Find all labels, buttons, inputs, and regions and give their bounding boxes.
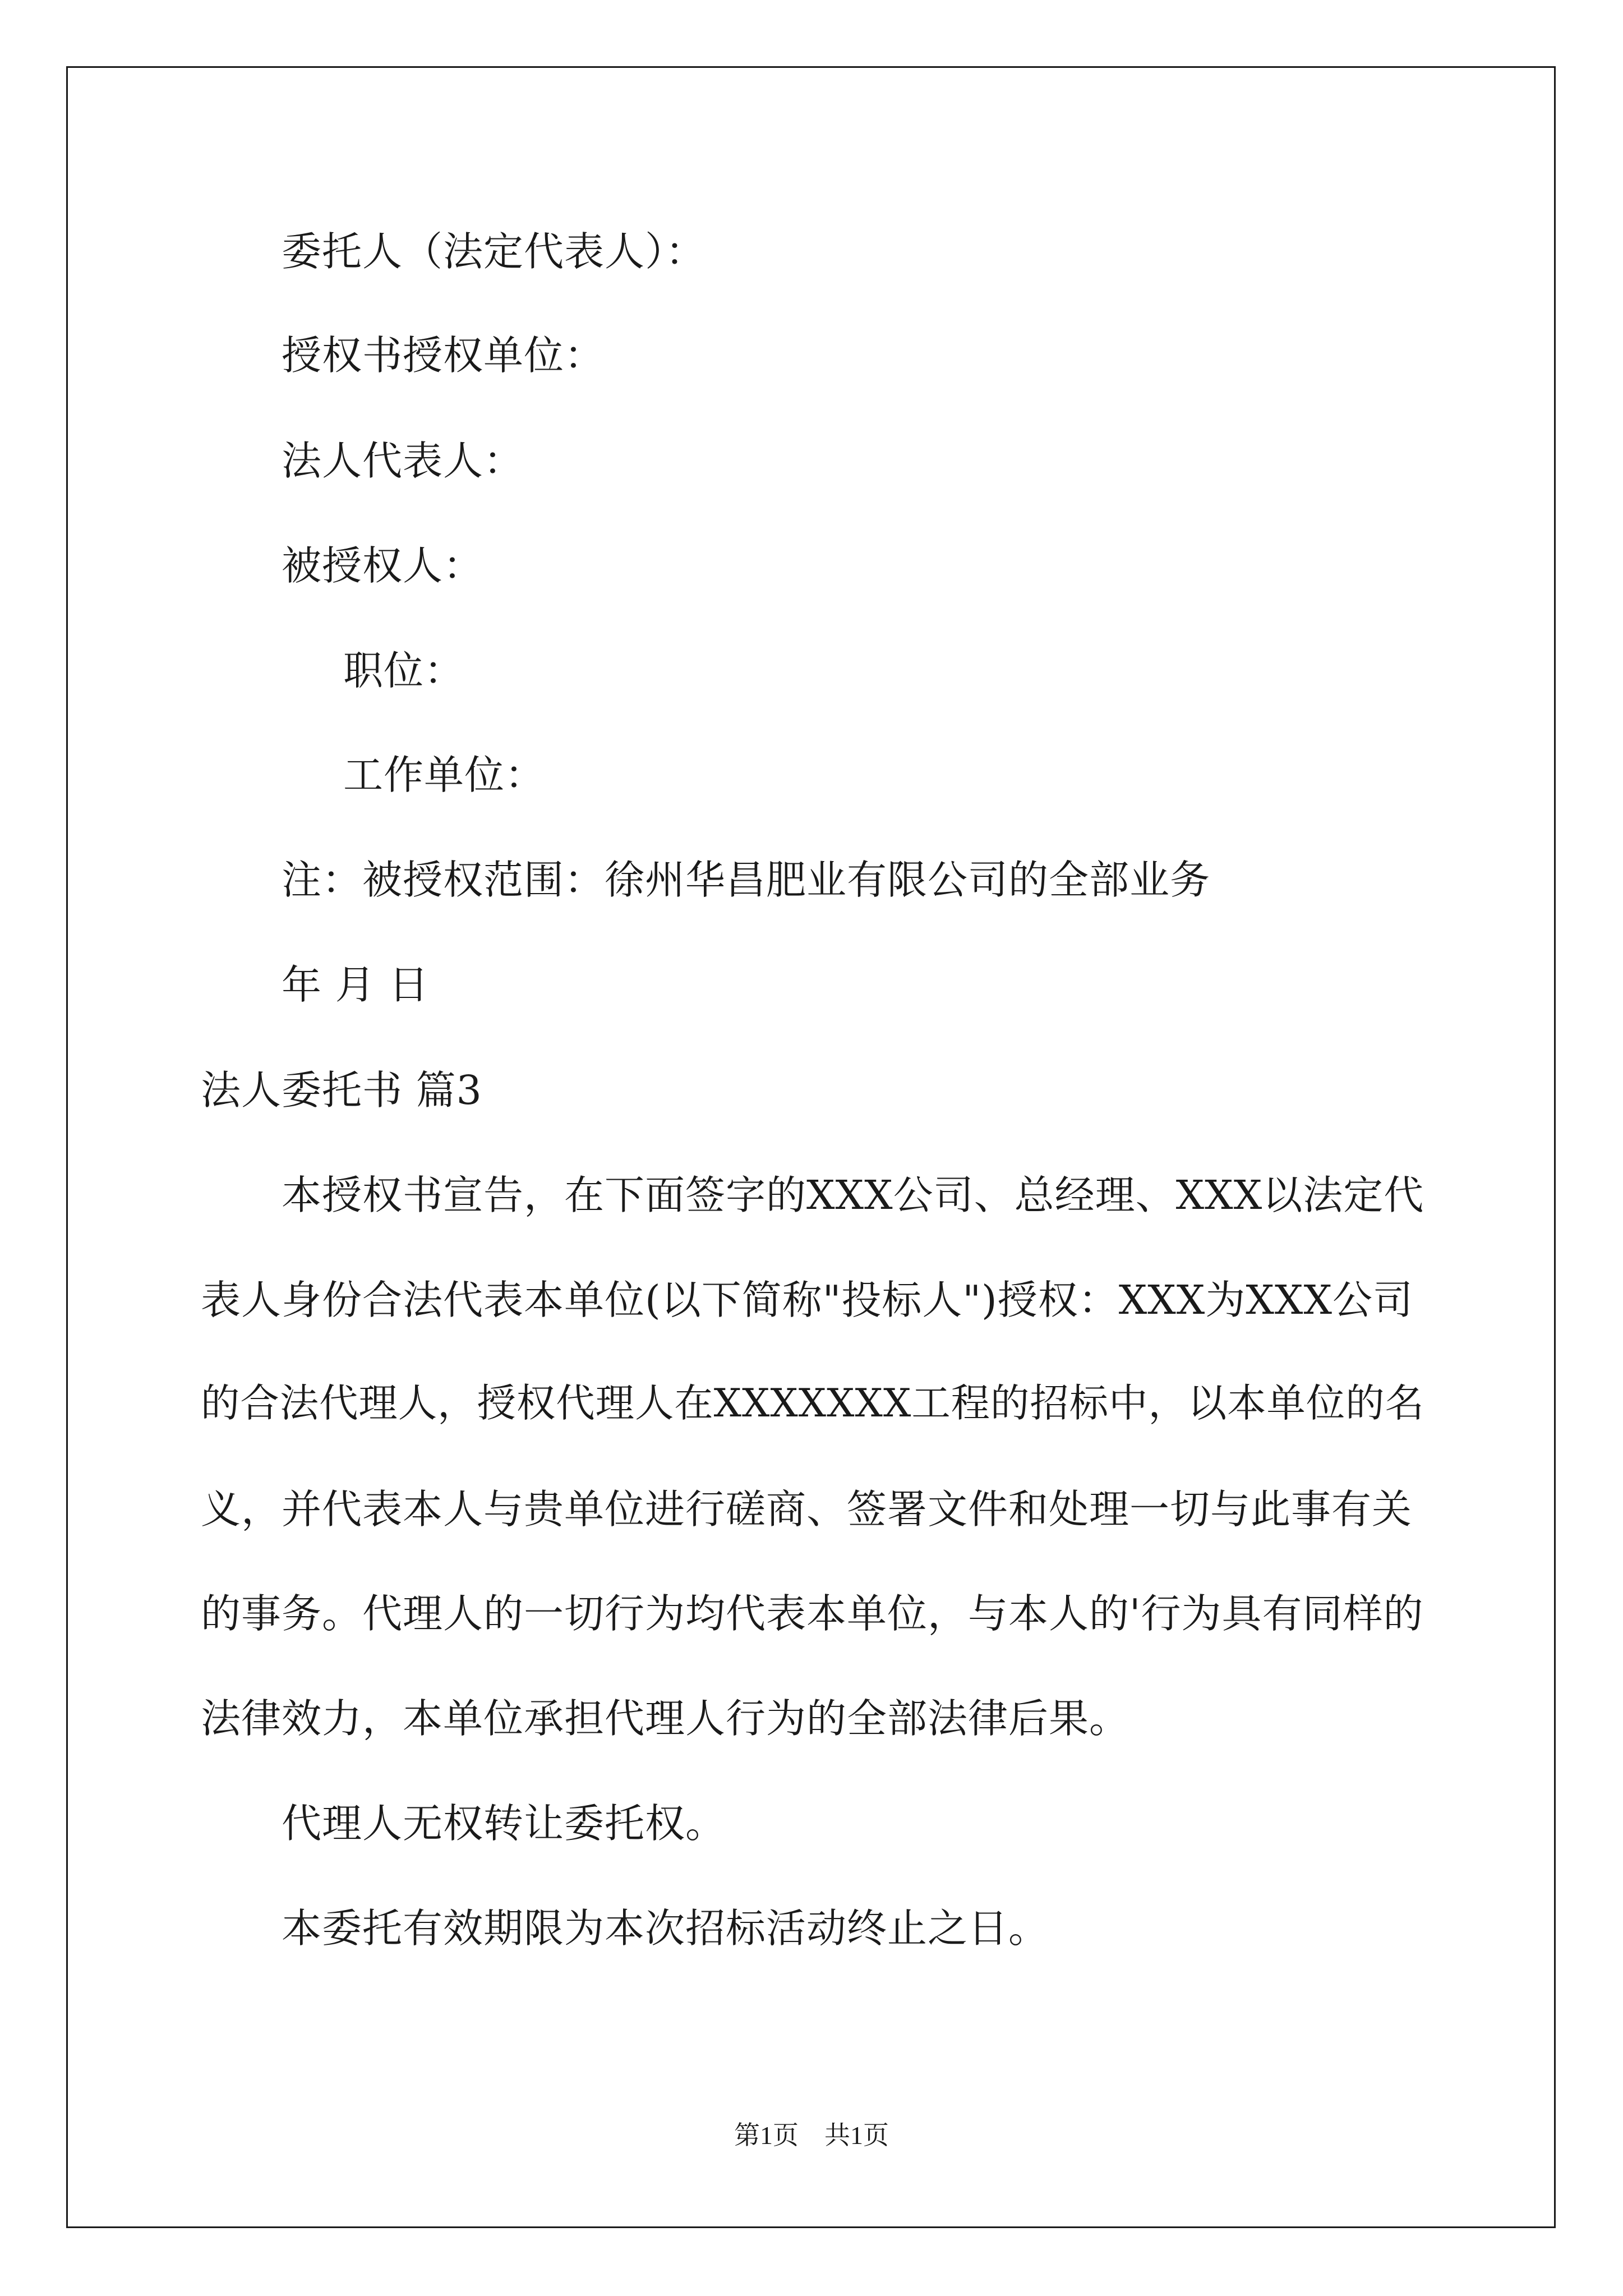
page-footer: 第1页 共1页	[734, 2121, 889, 2150]
paragraph-line: 的合法代理人，授权代理人在XXXXXXX工程的招标中，以本单位的名	[201, 1381, 1424, 1426]
validity-clause: 本委托有效期限为本次招标活动终止之日。	[282, 1905, 1049, 1952]
page-border	[66, 66, 1556, 2228]
paragraph-line: 法律效力，本单位承担代理人行为的全部法律后果。	[201, 1695, 1130, 1742]
paragraph-line: 表人身份合法代表本单位(以下简称"投标人")授权：XXX为XXX公司	[201, 1277, 1413, 1323]
paragraph-line: 本授权书宣告，在下面签字的XXX公司、总经理、XXX以法定代	[282, 1172, 1424, 1218]
legal-rep-field: 法人代表人：	[282, 438, 524, 484]
position-field: 职位：	[343, 647, 465, 694]
granting-unit-field: 授权书授权单位：	[282, 332, 605, 379]
principal-field: 委托人（法定代表人）：	[282, 228, 706, 275]
scope-note: 注：被授权范围：徐州华昌肥业有限公司的全部业务	[282, 857, 1211, 903]
authorized-person-field: 被授权人：	[282, 542, 484, 589]
paragraph-line: 的事务。代理人的一切行为均代表本单位，与本人的'行为具有同样的	[201, 1590, 1424, 1637]
paragraph-line: 义，并代表本人与贵单位进行磋商、签署文件和处理一切与此事有关	[201, 1486, 1413, 1533]
section-heading: 法人委托书 篇3	[201, 1067, 482, 1114]
no-transfer-clause: 代理人无权转让委托权。	[282, 1800, 726, 1847]
work-unit-field: 工作单位：	[343, 752, 546, 798]
date-line: 年 月 日	[282, 961, 430, 1008]
